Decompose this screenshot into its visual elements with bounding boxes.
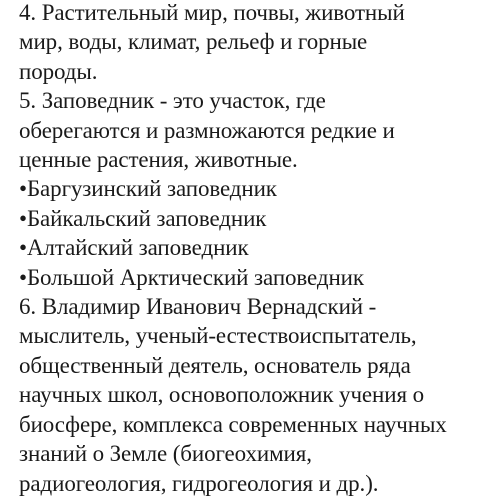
answer-6-line-7: радиогеология, гидрогеология и др.).	[19, 470, 379, 496]
answer-5-line-1: 5. Заповедник - это участок, где	[19, 88, 326, 114]
reserve-list-item: •Алтайский заповедник	[19, 235, 249, 261]
answer-6-line-4: научных школ, основоположник учения о	[19, 382, 424, 408]
reserve-list-item: •Баргузинский заповедник	[19, 176, 277, 202]
reserve-list-item: •Байкальский заповедник	[19, 205, 267, 231]
document-text	[19, 0, 474, 498]
answer-5-line-3: ценные растения, животные.	[19, 147, 298, 173]
answer-4-line-1: 4. Растительный мир, почвы, животный	[19, 0, 405, 25]
answer-6-line-6: знаний о Земле (биогеохимия,	[19, 441, 312, 467]
answer-6-line-5: биосфере, комплекса современных научных	[19, 411, 447, 437]
answer-4-line-2: мир, воды, климат, рельеф и горные	[19, 29, 368, 55]
answer-4-line-3: породы.	[19, 58, 98, 84]
answer-6-line-1: 6. Владимир Иванович Вернадский -	[19, 294, 377, 320]
reserve-list-item: •Большой Арктический заповедник	[19, 264, 364, 290]
answer-5-line-2: оберегаются и размножаются редкие и	[19, 117, 395, 143]
answer-6-line-2: мыслитель, ученый-естествоиспытатель,	[19, 323, 417, 349]
answer-6-line-3: общественный деятель, основатель ряда	[19, 352, 411, 378]
